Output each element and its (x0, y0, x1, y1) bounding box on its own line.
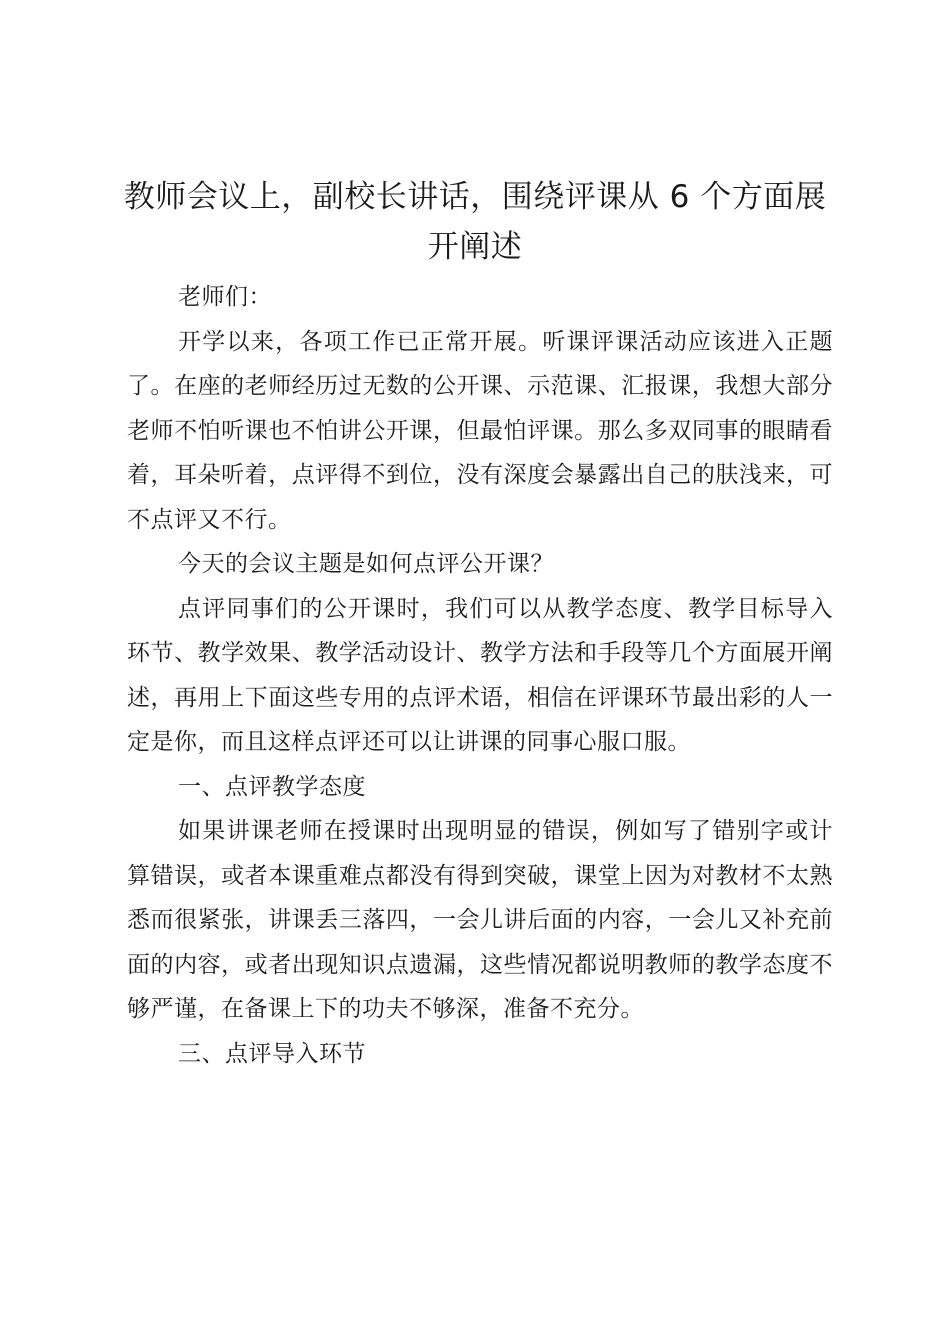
intro-paragraph: 开学以来，各项工作已正常开展。听课评课活动应该进入正题了。在座的老师经历过无数的公开课、示范课、汇报课，我想大部分老师不怕听课也不怕讲公开课，但最怕评课。那么多双同事的眼睛看着，耳朵听着，点评得不到位，没有深度会暴露出自己的肤浅来，可不点评又不行。 (127, 328, 833, 533)
document-body (127, 275, 833, 1076)
document-title: 教师会议上，副校长讲话，围绕评课从 6 个方面展开阐述 (123, 179, 827, 265)
salutation: 老师们： (178, 284, 272, 310)
section-heading-introduction: 三、点评导入环节 (178, 1040, 366, 1067)
meeting-topic-paragraph: 今天的会议主题是如何点评公开课？ (178, 551, 554, 577)
teaching-attitude-paragraph: 如果讲课老师在授课时出现明显的错误，例如写了错别字或计算错误，或者本课重难点都没有得到突破，课堂上因为对教材不太熟悉而很紧张，讲课丢三落四，一会儿讲后面的内容，一会儿又补充前面的内容，或者出现知识点遗漏，这些情况都说明教师的教学态度不够严谨，在备课上下的功夫不够深，准备不充分。 (127, 818, 833, 1022)
section-heading-teaching-attitude: 一、点评教学态度 (178, 773, 366, 800)
overview-paragraph: 点评同事们的公开课时，我们可以从教学态度、教学目标导入环节、教学效果、教学活动设计、教学方法和手段等几个方面展开阐述，再用上下面这些专用的点评术语，相信在评课环节最出彩的人一定是你，而且这样点评还可以让讲课的同事心服口服。 (127, 595, 833, 755)
